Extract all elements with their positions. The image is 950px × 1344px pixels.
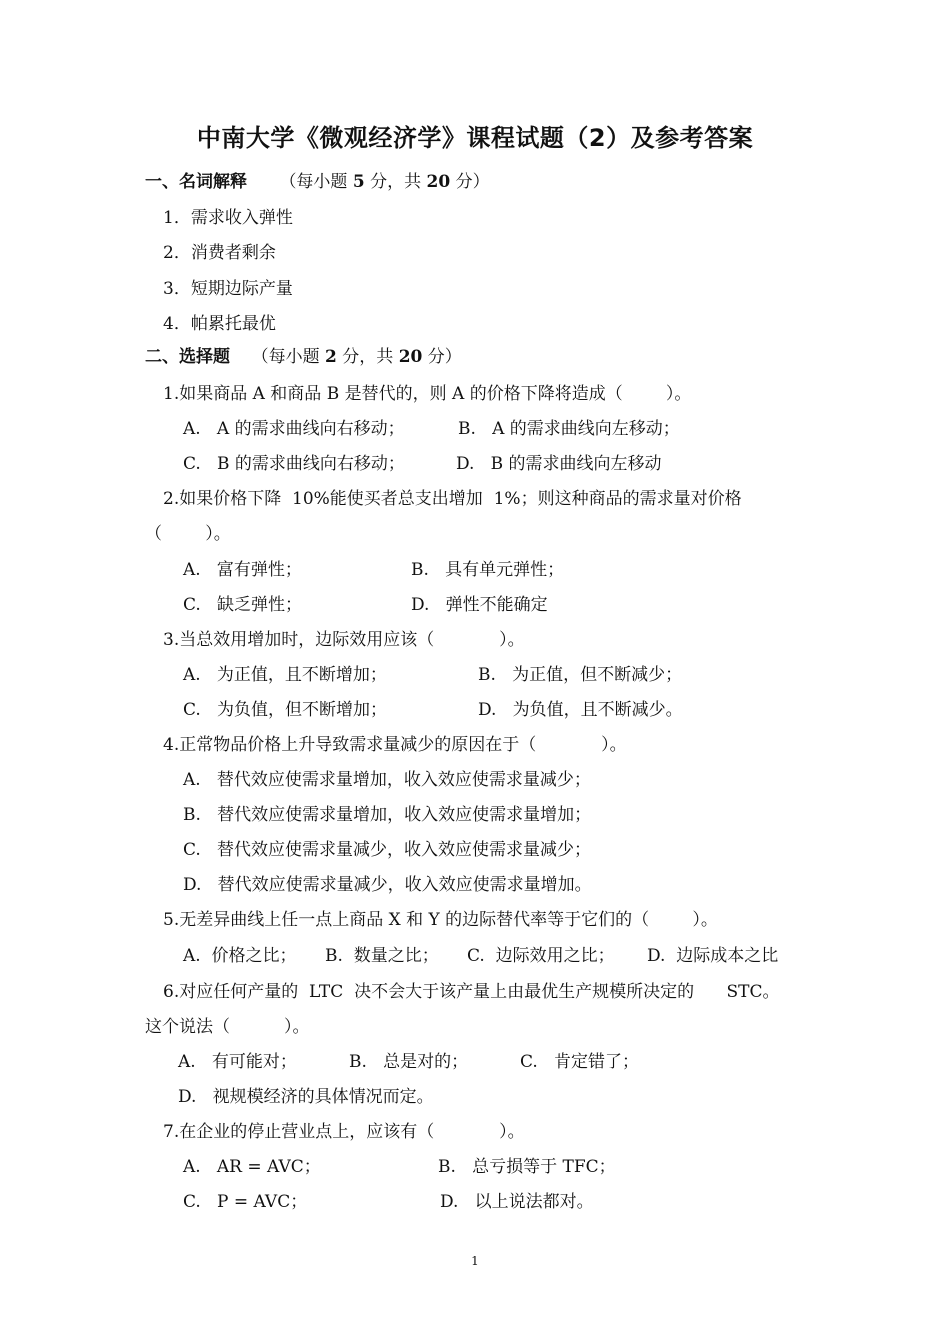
section-2-header xyxy=(145,349,462,366)
option-c: C. 边际效用之比； xyxy=(467,946,615,966)
question-stem: 4.正常物品价格上升导致需求量减少的原因在于（ ）。 xyxy=(163,735,627,755)
option-c: C. 肯定错了； xyxy=(520,1052,640,1072)
option-a: A. A 的需求曲线向右移动； xyxy=(183,419,405,439)
term-item: 4．帕累托最优 xyxy=(163,314,276,334)
question-stem: 3.当总效用增加时，边际效用应该（ ）。 xyxy=(163,630,525,650)
option-d: D. 为负值，且不断减少。 xyxy=(478,700,683,720)
option-c: C. P = AVC； xyxy=(183,1192,308,1212)
option-a: A. 替代效应使需求量增加，收入效应使需求量减少； xyxy=(183,770,591,790)
section-1-note: （每小题 5 分，共 20 分） xyxy=(279,172,490,192)
term-item: 1．需求收入弹性 xyxy=(163,208,293,228)
question-stem-continued: 这个说法（ ）。 xyxy=(145,1017,310,1037)
option-b: B. 替代效应使需求量增加，收入效应使需求量增加； xyxy=(183,805,592,825)
document-title: 中南大学《微观经济学》课程试题（2）及参考答案 xyxy=(196,124,754,152)
option-b: B. 总是对的； xyxy=(349,1052,469,1072)
option-c: C. 为负值，但不断增加； xyxy=(183,700,388,720)
option-d: D. B 的需求曲线向左移动 xyxy=(456,454,662,474)
option-c: C. 缺乏弹性； xyxy=(183,595,303,615)
question-stem: 1.如果商品 A 和商品 B 是替代的，则 A 的价格下降将造成（ ）。 xyxy=(163,384,692,404)
option-b: B. 具有单元弹性； xyxy=(411,560,565,580)
option-d: D. 以上说法都对。 xyxy=(440,1192,594,1212)
question-stem: 7.在企业的停止营业点上，应该有（ ）。 xyxy=(163,1122,525,1142)
option-d: D. 边际成本之比 xyxy=(647,946,779,966)
option-d: D. 替代效应使需求量减少，收入效应使需求量增加。 xyxy=(183,875,592,895)
option-a: A. 富有弹性； xyxy=(183,560,302,580)
option-a: A. 有可能对； xyxy=(178,1052,297,1072)
question-stem: 2.如果价格下降 10%能使买者总支出增加 1%；则这种商品的需求量对价格 xyxy=(163,489,742,509)
option-d: D. 弹性不能确定 xyxy=(411,595,548,615)
page-number: 1 xyxy=(471,1254,479,1268)
option-a: A. AR = AVC； xyxy=(183,1157,321,1177)
option-c: C. B 的需求曲线向右移动； xyxy=(183,454,405,474)
question-stem: 6.对应任何产量的 LTC 决不会大于该产量上由最优生产规模所决定的 STC。 xyxy=(163,982,780,1002)
option-b: B. 数量之比； xyxy=(325,946,439,966)
option-a: A. 价格之比； xyxy=(183,946,297,966)
section-1-header xyxy=(145,174,490,191)
section-1-heading: 一、名词解释 xyxy=(145,172,247,192)
option-b: B. 总亏损等于 TFC； xyxy=(438,1157,616,1177)
option-d: D. 视规模经济的具体情况而定。 xyxy=(178,1087,434,1107)
section-2-note: （每小题 2 分，共 20 分） xyxy=(251,347,462,367)
option-b: B. 为正值，但不断减少； xyxy=(478,665,683,685)
term-item: 3．短期边际产量 xyxy=(163,279,293,299)
option-a: A. 为正值，且不断增加； xyxy=(183,665,387,685)
term-item: 2．消费者剩余 xyxy=(163,243,276,263)
question-stem-continued: （ ）。 xyxy=(145,524,231,544)
option-b: B. A 的需求曲线向左移动； xyxy=(458,419,680,439)
question-stem: 5.无差异曲线上任一点上商品 X 和 Y 的边际替代率等于它们的（ ）。 xyxy=(163,910,718,930)
section-2-heading: 二、选择题 xyxy=(145,347,230,367)
option-c: C. 替代效应使需求量减少，收入效应使需求量减少； xyxy=(183,840,592,860)
